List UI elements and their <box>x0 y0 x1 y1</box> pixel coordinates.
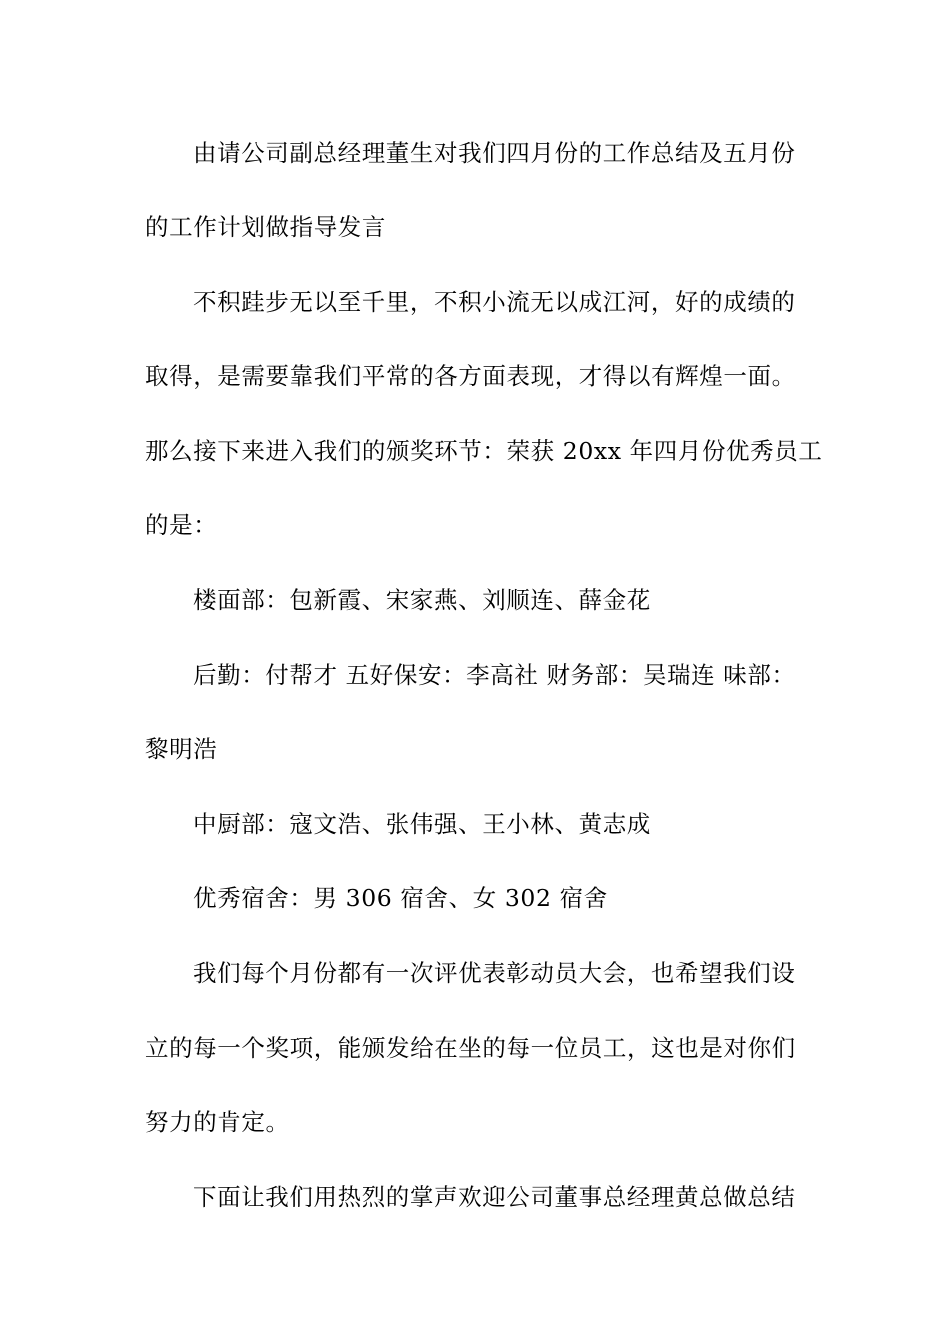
paragraph-line: 取得，是需要靠我们平常的各方面表现，才得以有辉煌一面。 <box>145 362 796 390</box>
paragraph-line: 立的每一个奖项，能颁发给在坐的每一位员工，这也是对你们 <box>145 1034 796 1062</box>
award-line: 黎明浩 <box>145 735 218 763</box>
paragraph-line: 由请公司副总经理董生对我们四月份的工作总结及五月份 <box>193 139 796 167</box>
paragraph-line: 努力的肯定。 <box>145 1108 290 1136</box>
award-line: 优秀宿舍：男 306 宿舍、女 302 宿舍 <box>193 884 608 912</box>
paragraph-line: 的工作计划做指导发言 <box>145 213 386 241</box>
paragraph-line: 下面让我们用热烈的掌声欢迎公司董事总经理黄总做总结 <box>193 1183 796 1211</box>
paragraph-line: 不积跬步无以至千里，不积小流无以成江河，好的成绩的 <box>193 288 796 316</box>
award-line: 中厨部：寇文浩、张伟强、王小林、黄志成 <box>193 810 651 838</box>
paragraph-line: 那么接下来进入我们的颁奖环节：荣获 20xx 年四月份优秀员工 <box>145 437 823 465</box>
award-line: 楼面部：包新霞、宋家燕、刘顺连、薛金花 <box>193 586 651 614</box>
paragraph-line: 我们每个月份都有一次评优表彰动员大会，也希望我们设 <box>193 959 796 987</box>
award-line: 后勤：付帮才 五好保安：李高社 财务部：吴瑞连 味部： <box>193 661 796 689</box>
paragraph-line: 的是： <box>145 511 218 539</box>
